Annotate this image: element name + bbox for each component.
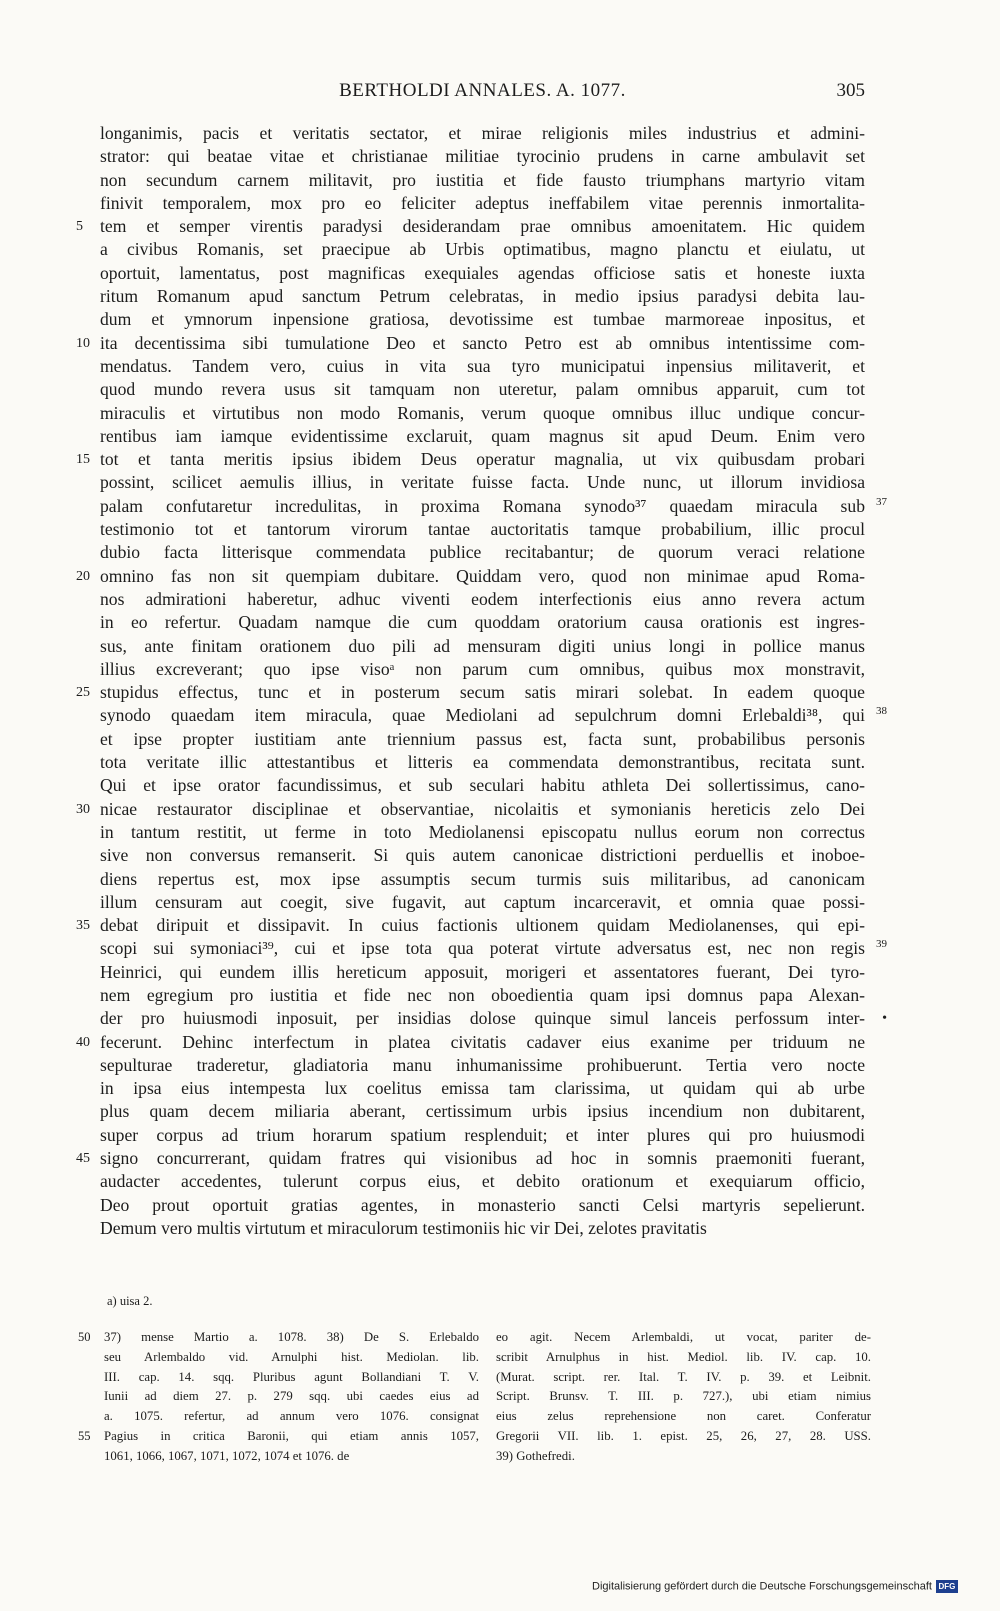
line-text: testimonio tot et tantorum virorum tantae auctoritatis tamque probabilium, illic procul xyxy=(100,519,865,540)
text-line xyxy=(100,728,865,751)
line-number: 30 xyxy=(76,801,90,817)
critical-apparatus-note: a) uisa 2. xyxy=(107,1294,153,1308)
footnote-line xyxy=(496,1407,871,1427)
text-line xyxy=(100,378,865,401)
line-text: illius excreverant; quo ipse visoᵃ non parum cum omnibus, quibus mox monstravit, xyxy=(100,658,865,679)
line-text: miraculis et virtutibus non modo Romanis, verum quoque omnibus illuc undique concur- xyxy=(100,402,865,423)
footnote-text: Iunii ad diem 27. p. 279 sqq. ubi caedes eius ad xyxy=(104,1389,479,1404)
line-text: nem egregium pro iustitia et fide nec non oboedientia quam ipsi domnus papa Alexan- xyxy=(100,984,865,1005)
text-line xyxy=(100,658,865,681)
line-text: Demum vero multis virtutum et miraculorum testimoniis hic vir Dei, zelotes pravitatis xyxy=(100,1217,707,1238)
line-text: stupidus effectus, tunc et in posterum secum satis mirari solebat. In eadem quoque xyxy=(100,682,865,703)
footnote-text: 39) Gothefredi. xyxy=(496,1448,575,1463)
text-line xyxy=(100,308,865,331)
text-line xyxy=(100,1054,865,1077)
text-line xyxy=(100,704,887,727)
line-text: longanimis, pacis et veritatis sectator, et mirae religionis miles industrius et admini- xyxy=(100,123,865,143)
footnote-text: a. 1075. refertur, ad annum vero 1076. consignat xyxy=(104,1409,479,1424)
footnote-text: III. cap. 14. sqq. Pluribus agunt Bollandiani T. V. xyxy=(104,1369,479,1384)
footnote-text: 37) mense Martio a. 1078. 38) De S. Erlebaldo xyxy=(104,1330,479,1344)
margin-note-ref: 39 xyxy=(876,938,887,951)
line-text: et ipse propter iustitiam ante triennium passus est, facta sunt, probabilibus personis xyxy=(100,728,865,749)
digitization-text: Digitalisierung gefördert durch die Deutsche Forschungsgemeinschaft xyxy=(592,1580,932,1593)
line-text: sive non conversus remanserit. Si quis autem canonicae districtioni perduellis et inoboe- xyxy=(100,845,865,866)
line-text: fecerunt. Dehinc interfectum in platea civitatis cadaver eius exanime per triduum ne xyxy=(100,1031,865,1052)
footnote-line xyxy=(104,1407,479,1427)
line-number: 40 xyxy=(76,1034,90,1050)
text-line xyxy=(76,914,865,937)
footnote-line-number: 50 xyxy=(78,1330,91,1344)
line-text: non secundum carnem militavit, pro iustitia et fide fausto triumphans martyrio vitam xyxy=(100,169,865,190)
text-line xyxy=(100,238,865,261)
text-line xyxy=(76,448,865,471)
text-line xyxy=(100,145,865,168)
footnote-text: seu Arlembaldo vid. Arnulphi hist. Mediolan. lib. xyxy=(104,1349,479,1364)
text-line xyxy=(100,961,865,984)
text-line xyxy=(100,425,865,448)
line-text: der pro huiusmodi inposuit, per insidias dolose quinque simul lanceis perfossum inter- xyxy=(100,1008,865,1029)
line-text: synodo quaedam item miracula, quae Mediolani ad sepulchrum domni Erlebaldi³⁸, qui xyxy=(100,705,865,726)
line-text: sus, ante finitam orationem duo pili ad mensuram digiti unius longi in pollice manus xyxy=(100,635,865,656)
line-text: signo concurrerant, quidam fratres qui visionibus ad hoc in somnis praemoniti fuerant, xyxy=(100,1148,865,1169)
line-text: possint, scilicet aemulis illius, in veritate fuisse facta. Unde nunc, ut illorum invidiosa xyxy=(100,472,865,493)
text-line xyxy=(100,588,865,611)
footnote-line xyxy=(496,1447,871,1467)
footnote-line xyxy=(496,1348,871,1368)
line-text: Qui et ipse orator facundissimus, et sub seculari habitu athleta Dei sollertissimus, cano- xyxy=(100,775,865,796)
text-line xyxy=(76,1031,865,1054)
text-line xyxy=(76,1147,865,1170)
line-text: tota veritate illic attestantibus et litteris ea commendata demonstrantibus, recitata sunt. xyxy=(100,752,865,773)
dfg-logo-icon: DFG xyxy=(936,1580,958,1593)
text-line xyxy=(100,402,865,425)
text-line xyxy=(100,355,865,378)
footnote-line xyxy=(496,1427,871,1447)
footnotes-right-column xyxy=(496,1328,871,1467)
footnote-line xyxy=(104,1387,479,1407)
line-text: nicae restaurator disciplinae et observantiae, nicolaitis et symonianis hereticis zelo Dei xyxy=(100,798,865,819)
text-line xyxy=(76,681,865,704)
line-text: audacter accedentes, tulerunt corpus eius, et debito orationum et exequiarum officio, xyxy=(100,1171,865,1192)
line-text: ritum Romanum apud sanctum Petrum celebratas, in medio ipsius paradysi debita lau- xyxy=(100,286,865,307)
line-text: tem et semper virentis paradysi desiderandam prae omnibus amoenitatem. Hic quidem xyxy=(100,216,865,237)
text-line xyxy=(76,798,865,821)
footnote-text: (Murat. script. rer. Ital. T. IV. p. 39. et Leibnit. xyxy=(496,1369,871,1384)
text-line xyxy=(100,518,865,541)
text-line xyxy=(100,1007,887,1030)
line-text: finivit temporalem, mox pro eo feliciter adeptus ineffabilem vitae perennis inmortalita- xyxy=(100,192,865,213)
line-number: 20 xyxy=(76,568,90,584)
line-text: Heinrici, qui eundem illis hereticum apposuit, morigeri et assentatores fuerant, Dei tyro- xyxy=(100,961,865,982)
line-text: oportuit, lamentatus, post magnificas exequiales agendas officiose satis et honeste iuxta xyxy=(100,262,865,283)
footnote-text: Script. Brunsv. T. III. p. 727.), ubi etiam nimius xyxy=(496,1389,871,1404)
text-line xyxy=(100,635,865,658)
line-text: strator: qui beatae vitae et christianae militiae tyrocinio prudens in carne ambulavit set xyxy=(100,146,865,167)
line-text: sepulturae traderetur, gladiatoria manu inhumanissime prohibuerunt. Tertia vero nocte xyxy=(100,1054,865,1075)
footnote-text: scribit Arnulphus in hist. Mediol. lib. IV. cap. 10. xyxy=(496,1349,871,1364)
line-text: plus quam decem miliaria aberant, certissimum urbis ipsius incendium non dubitarent, xyxy=(100,1101,865,1122)
running-title: BERTHOLDI ANNALES. A. 1077. xyxy=(339,80,626,101)
footnote-line xyxy=(496,1387,871,1407)
line-text: a civibus Romanis, set praecipue ab Urbis optimatibus, magno planctu et eiulatu, ut xyxy=(100,239,865,260)
footnote-line xyxy=(496,1328,871,1348)
footnote-line xyxy=(104,1348,479,1368)
main-text xyxy=(76,122,887,1240)
margin-note-ref: 37 xyxy=(876,495,887,508)
line-number: 45 xyxy=(76,1151,90,1167)
line-text: illum censuram aut coegit, sive fugavit, aut captum incarceravit, et omnia quae possi- xyxy=(100,891,865,912)
text-line xyxy=(100,751,865,774)
text-line xyxy=(100,495,887,518)
line-text: in tantum restitit, ut ferme in toto Mediolanensi episcopatu nullus eorum non correctus xyxy=(100,821,865,842)
line-number: 10 xyxy=(76,335,90,351)
footnote-text: eius zelus reprehensione non caret. Conferatur xyxy=(496,1409,871,1424)
line-text: omnino fas non sit quempiam dubitare. Quiddam vero, quod non minimae apud Roma- xyxy=(100,565,865,586)
text-line xyxy=(100,937,887,960)
footnote-line xyxy=(78,1328,479,1348)
text-line xyxy=(100,774,865,797)
line-text: palam confutaretur incredulitas, in proxima Romana synodo³⁷ quaedam miracula sub xyxy=(100,495,865,516)
line-number: 15 xyxy=(76,452,90,468)
text-line xyxy=(100,169,865,192)
line-text: quod mundo revera usus sit tamquam non uteretur, palam omnibus apparuit, cum tot xyxy=(100,379,865,400)
text-line xyxy=(100,1217,865,1240)
text-line xyxy=(100,1170,865,1193)
text-line xyxy=(100,868,865,891)
line-text: in eo refertur. Quadam namque die cum quoddam oratorium causa orationis est ingres- xyxy=(100,612,865,633)
page-header xyxy=(100,80,865,104)
line-number: 35 xyxy=(76,918,90,934)
footnote-text: 1061, 1066, 1067, 1071, 1072, 1074 et 1076. de xyxy=(104,1448,350,1463)
line-number: 5 xyxy=(76,219,83,235)
text-line xyxy=(76,565,865,588)
text-line xyxy=(100,844,865,867)
text-line xyxy=(100,541,865,564)
text-line xyxy=(100,122,865,145)
footnotes-left-column xyxy=(78,1328,479,1467)
line-number: 25 xyxy=(76,685,90,701)
line-text: dubio facta litterisque commendata publice recitabantur; de quorum veraci relatione xyxy=(100,542,865,563)
line-text: dum et ymnorum inpensione gratiosa, devotissime est tumbae marmoreae inpositus, et xyxy=(100,309,865,330)
line-text: tot et tanta meritis ipsius ibidem Deus operatur magnalia, ut vix quibusdam probari xyxy=(100,449,865,470)
line-text: mendatus. Tandem vero, cuius in vita sua tyro municipatui inpensius militaverit, et xyxy=(100,355,865,376)
footnote-line-number: 55 xyxy=(78,1428,91,1443)
text-line xyxy=(100,821,865,844)
line-text: debat diripuit et dissipavit. In cuius factionis ultionem quidam Mediolanenses, qui epi- xyxy=(100,915,865,936)
footnote-text: eo agit. Necem Arlembaldi, ut vocat, pariter de- xyxy=(496,1330,871,1344)
line-text: scopi sui symoniaci³⁹, cui et ipse tota qua poterat virtute adversatus est, nec non regis xyxy=(100,938,865,959)
line-text: rentibus iam iamque evidentissime exclaruit, quam magnus sit apud Deum. Enim vero xyxy=(100,425,865,446)
text-line xyxy=(100,1194,865,1217)
text-line xyxy=(100,984,865,1007)
text-line xyxy=(100,891,865,914)
line-text: in ipsa eius intempesta lux coelitus emissa tam clarissima, ut quidam qui ab urbe xyxy=(100,1078,865,1099)
text-line xyxy=(100,611,865,634)
text-line xyxy=(100,262,865,285)
text-line xyxy=(100,1124,865,1147)
line-text: ita decentissima sibi tumulatione Deo et sancto Petro est ab omnibus intentissime com- xyxy=(100,332,865,353)
footnote-line xyxy=(496,1368,871,1388)
line-text: diens repertus est, mox ipse assumptis secum turmis suis militaribus, ad canonicam xyxy=(100,868,865,889)
line-text: Deo prout oportuit gratias agentes, in monasterio sancti Celsi martyris sepelierunt. xyxy=(100,1194,865,1215)
margin-note-ref: • xyxy=(882,1011,887,1027)
page-number: 305 xyxy=(836,80,865,101)
footnote-line xyxy=(104,1368,479,1388)
text-line xyxy=(100,1077,865,1100)
margin-note-ref: 38 xyxy=(876,705,887,718)
line-text: super corpus ad trium horarum spatium resplenduit; et inter plures qui pro huiusmodi xyxy=(100,1124,865,1145)
text-line xyxy=(76,215,865,238)
text-line xyxy=(100,1100,865,1123)
digitization-credit xyxy=(592,1580,958,1593)
footnote-line xyxy=(78,1427,479,1447)
footnote-text: Pagius in critica Baronii, qui etiam annis 1057, xyxy=(104,1428,479,1443)
text-line xyxy=(76,332,865,355)
line-text: nos admirationi haberetur, adhuc viventi eodem interfectionis eius anno revera actum xyxy=(100,588,865,609)
footnote-text: Gregorii VII. lib. 1. epist. 25, 26, 27, 28. USS. xyxy=(496,1428,871,1443)
text-line xyxy=(100,192,865,215)
text-line xyxy=(100,285,865,308)
footnote-line xyxy=(104,1447,479,1467)
text-line xyxy=(100,471,865,494)
